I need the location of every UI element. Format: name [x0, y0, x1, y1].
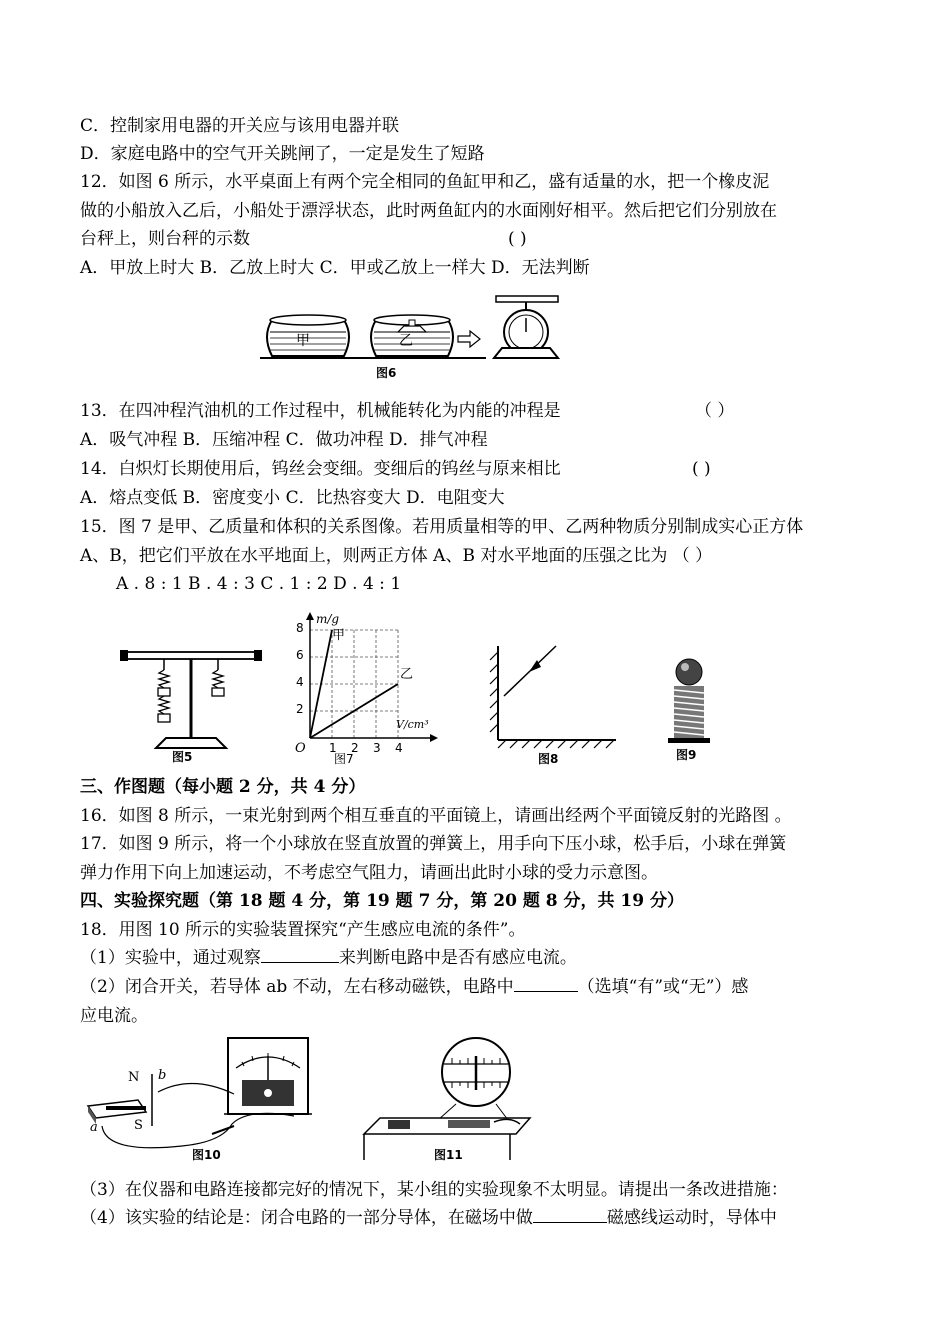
figure-8	[482, 634, 622, 764]
fig5-drawing	[116, 630, 266, 765]
q11-option-c: C．控制家用电器的开关应与该用电器并联	[80, 116, 400, 136]
q15-stem-line2: A、B，把它们平放在水平地面上，则两正方体 A、B 对水平地面的压强之比为 （ ）	[80, 546, 713, 566]
q15-stem-line1: 15．图 7 是甲、乙质量和体积的关系图像。若用质量相等的甲、乙两种物质分别制成实心正方体	[80, 517, 804, 537]
figure-7	[284, 606, 444, 766]
q18-part1-text-b: 来判断电路中是否有感应电流。	[338, 948, 577, 968]
q18-part2-cont: 应电流。	[80, 1006, 148, 1026]
q13-options: A．吸气冲程 B．压缩冲程 C．做功冲程 D．排气冲程	[80, 430, 488, 450]
q12-stem-line2: 做的小船放入乙后，小船处于漂浮状态，此时两鱼缸内的水面刚好相平。然后把它们分别放在	[80, 201, 777, 221]
q18-part4-text-a: （4）该实验的结论是：闭合电路的一部分导体，在磁场中做	[80, 1208, 533, 1228]
q18-part2	[80, 973, 748, 1001]
q15-options: A . 8 : 1 B . 4 : 3 C . 1 : 2 D . 4 : 1	[116, 574, 402, 594]
q17-stem-line1: 17．如图 9 所示，将一个小球放在竖直放置的弹簧上，用手向下压小球，松手后，小球在弹簧	[80, 834, 787, 854]
fig8-drawing	[482, 634, 622, 764]
q14-stem	[80, 455, 711, 483]
q18-part3: （3）在仪器和电路连接都完好的情况下，某小组的实验现象不太明显。请提出一条改进措施：	[80, 1180, 788, 1200]
q12-stem-line3	[80, 225, 527, 253]
fig7-series-line-jia	[310, 630, 332, 738]
section-3-title: 三、作图题（每小题 2 分，共 4 分）	[80, 777, 366, 797]
fig10-label-b: b	[158, 1068, 167, 1083]
q18-part1	[80, 944, 577, 972]
fig10-label-s: S	[134, 1118, 143, 1133]
fig10-label-n: N	[128, 1070, 140, 1085]
fig7-xtick-4: 4	[395, 741, 403, 755]
q11-option-d: D．家庭电路中的空气开关跳闸了，一定是发生了短路	[80, 144, 485, 164]
q18-part2-text-a: （2）闭合开关，若导体 ab 不动，左右移动磁铁，电路中	[80, 977, 514, 997]
q16-stem: 16．如图 8 所示，一束光射到两个相互垂直的平面镜上，请画出经两个平面镜反射的光路图 。	[80, 806, 792, 826]
figure-10	[82, 1034, 322, 1164]
q18-part4	[80, 1204, 777, 1232]
fig7-series-jia-label: 甲	[332, 628, 346, 643]
q12-options: A．甲放上时大 B．乙放上时大 C．甲或乙放上一样大 D．无法判断	[80, 258, 590, 278]
fig6-caption: 图6	[376, 366, 397, 380]
fig7-xtick-2: 2	[351, 741, 359, 755]
fig7-ytick-8: 8	[296, 621, 304, 635]
fig6-label-jia: 甲	[296, 333, 310, 349]
q18-part2-text-b: （选填“有”或“无”）感	[577, 977, 749, 997]
q18-part2-blank[interactable]	[514, 973, 578, 992]
q13-stem-text: 13．在四冲程汽油机的工作过程中，机械能转化为内能的冲程是	[80, 401, 561, 421]
fig7-xtick-3: 3	[373, 741, 381, 755]
q14-options: A．熔点变低 B．密度变小 C．比热容变大 D．电阻变大	[80, 488, 505, 508]
q18-stem: 18．用图 10 所示的实验装置探究“产生感应电流的条件”。	[80, 920, 526, 940]
fig7-ylabel: m/g	[316, 612, 340, 626]
fig9-caption: 图9	[676, 748, 697, 762]
q18-part1-text-a: （1）实验中，通过观察	[80, 948, 261, 968]
q12-stem-line1: 12．如图 6 所示，水平桌面上有两个完全相同的鱼缸甲和乙，盛有适量的水，把一个橡皮泥	[80, 172, 770, 192]
q18-part1-blank[interactable]	[261, 944, 339, 963]
fig11-caption: 图11	[434, 1148, 463, 1162]
fig8-caption: 图8	[538, 752, 559, 766]
q17-stem-line2: 弹力作用下向上加速运动，不考虑空气阻力，请画出此时小球的受力示意图。	[80, 863, 658, 883]
fig7-ytick-4: 4	[296, 675, 304, 689]
fig7-xtick-1: 1	[329, 741, 337, 755]
fig11-drawing	[360, 1034, 540, 1164]
fig10-caption: 图10	[192, 1148, 221, 1162]
q12-stem-text: 台秤上，则台秤的示数	[80, 229, 250, 249]
figure-11	[360, 1034, 540, 1164]
section-4-title: 四、实验探究题（第 18 题 4 分，第 19 题 7 分，第 20 题 8 分，共 19 分）	[80, 891, 684, 911]
fig7-caption: 图7	[334, 752, 354, 766]
q13-stem	[80, 397, 735, 425]
q12-answer-paren: ( )	[508, 229, 527, 249]
fig10-label-a: a	[90, 1120, 98, 1135]
q14-stem-text: 14．白炽灯长期使用后，钨丝会变细。变细后的钨丝与原来相比	[80, 459, 561, 479]
fig7-chart	[284, 606, 444, 766]
figure-9	[654, 656, 724, 766]
fig7-origin: O	[295, 741, 306, 756]
q18-part4-blank[interactable]	[533, 1204, 607, 1223]
figure-5	[116, 630, 266, 765]
fig5-caption: 图5	[172, 750, 193, 764]
fig6-label-yi: 乙	[399, 333, 413, 349]
q18-part4-text-b: 磁感线运动时，导体中	[606, 1208, 777, 1228]
fig10-drawing	[82, 1034, 322, 1164]
fig7-ytick-6: 6	[296, 648, 304, 662]
fig7-series-yi-label: 乙	[400, 667, 414, 682]
q13-answer-paren: （ ）	[695, 401, 735, 421]
fig7-ytick-2: 2	[296, 702, 304, 716]
fig7-xlabel: V/cm³	[396, 718, 429, 731]
figure-6	[258, 290, 568, 390]
q14-answer-paren: ( )	[692, 459, 711, 479]
